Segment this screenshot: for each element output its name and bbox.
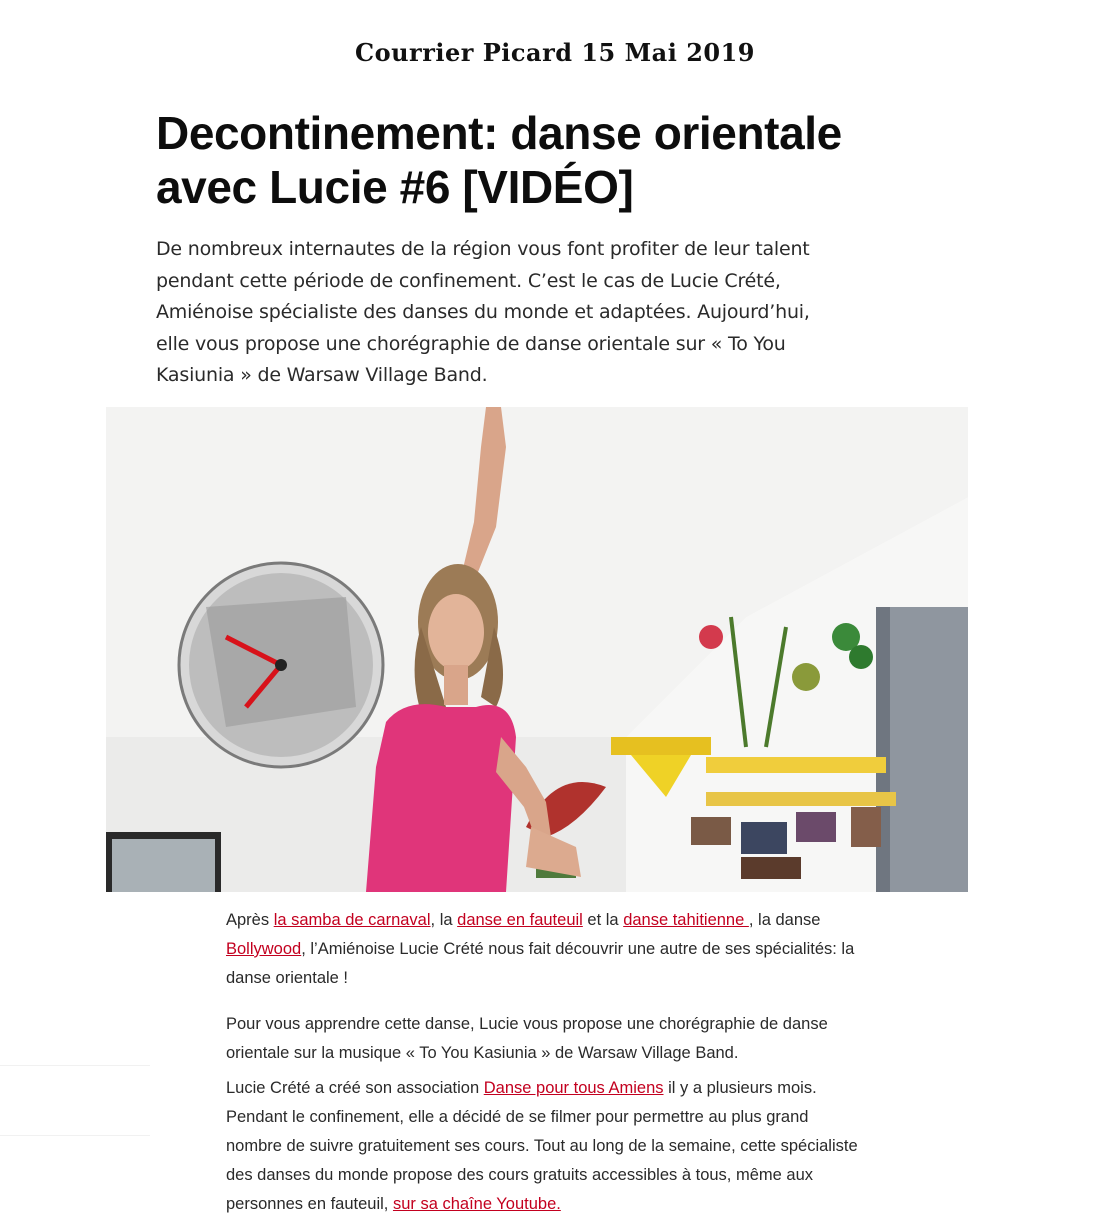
paragraph-text: , la danse [748,911,821,929]
article-lead: De nombreux internautes de la région vous font profiter de leur talent pendant cette période de confinement. C’est le cas de Lucie Crété, Amiénoise spécialiste des danses du monde et adaptées. Aujourd’hui, elle vous propose une chorégraphie de danse orientale sur « To You Kasiunia » de Warsaw Village Band. [156,238,810,386]
paragraph-text: il y a plusieurs mois. Pendant le confinement, elle a décidé de se filmer pour permettre au plus grand nombre de suivre gratuitement ses cours. Tout au long de la semaine, cette spécialiste des danses du monde propose des cours gratuits accessibles à tous, même aux personnes en fauteuil, [226,1079,858,1213]
faint-divider [0,1065,150,1066]
link-danse-tahitienne[interactable]: danse tahitienne [623,911,749,929]
link-danse-en-fauteuil[interactable]: danse en fauteuil [457,911,583,929]
article-paragraph-1 [226,906,866,993]
paragraph-text: et la [582,911,624,929]
paragraph-text: Après [226,911,274,929]
paragraph-text: Lucie Crété a créé son association [226,1079,484,1097]
paragraph-text: , la [430,911,458,929]
faint-divider [0,1135,150,1136]
newspaper-masthead: Courrier Picard 15 Mai 2019 [355,38,755,67]
paragraph-text: , l’Amiénoise Lucie Crété nous fait découvrir une autre de ses spécialités: la danse orientale ! [226,940,855,987]
article-paragraph-3 [226,1074,866,1219]
link-samba-de-carnaval[interactable]: la samba de carnaval [273,911,431,929]
link-bollywood[interactable]: Bollywood [226,940,302,958]
clock-shape [179,563,383,767]
article-photo [106,407,968,892]
article-title: Decontinement: danse orientale avec Lucie #6 [VIDÉO] [156,107,842,213]
link-youtube-channel[interactable]: sur sa chaîne Youtube. [392,1195,561,1213]
article-paragraph-2: Pour vous apprendre cette danse, Lucie vous propose une chorégraphie de danse orientale sur la musique « To You Kasiunia » de Warsaw Village Band. [226,1015,828,1062]
link-danse-pour-tous-amiens[interactable]: Danse pour tous Amiens [483,1079,664,1097]
